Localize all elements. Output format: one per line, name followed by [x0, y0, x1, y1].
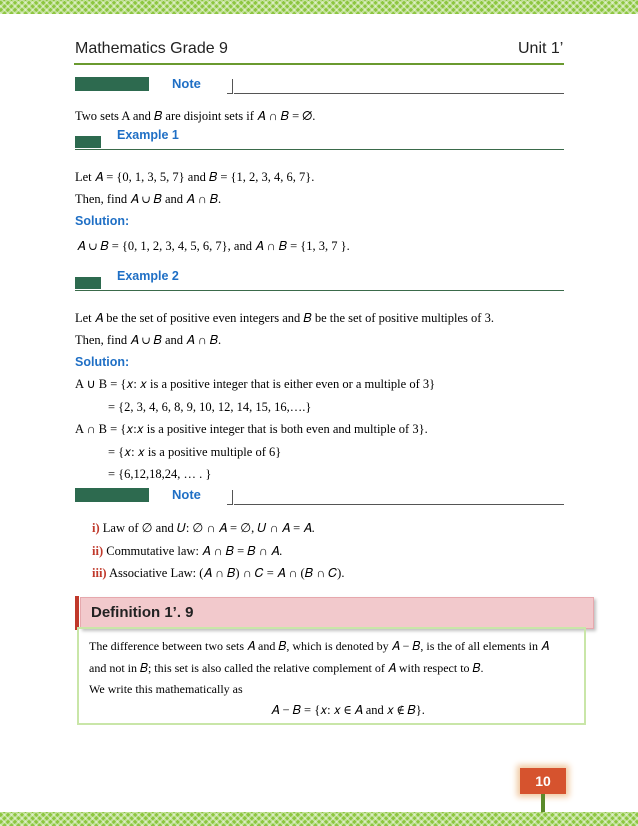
list-number: ii): [92, 544, 104, 558]
top-decorative-stripe: [0, 0, 638, 14]
definition-text: We write this mathematically as: [89, 682, 243, 696]
solution-text: = {6,12,18,24, … . }: [108, 467, 212, 481]
example-text: Let 𝐴 = {0, 1, 3, 5, 7} and 𝐵 = {1, 2, 3, 4, 6, 7}.: [75, 170, 315, 184]
header-unit: Unit 1’: [518, 40, 564, 57]
note-list-item: [92, 543, 282, 559]
note-underline: [234, 504, 564, 505]
example-marker-box: [75, 136, 101, 148]
note-underline: [234, 93, 564, 94]
note-marker-box: [75, 488, 149, 502]
solution-text: A ∩ B = {𝑥:𝑥 is a positive integer that is both even and multiple of 3}.: [75, 422, 428, 436]
solution-text: = {2, 3, 4, 6, 8, 9, 10, 12, 14, 15, 16,….}: [108, 400, 312, 414]
list-number: iii): [92, 566, 107, 580]
example-text: Let 𝐴 be the set of positive even integers and 𝐵 be the set of positive multiples of 3.: [75, 311, 494, 325]
example-label: Example 2: [117, 269, 179, 283]
definition-header: [80, 597, 594, 629]
note-text: Two sets A and 𝐵 are disjoint sets if 𝐴 ∩ 𝐵 = ∅.: [75, 109, 316, 123]
definition-accent-bar: [75, 596, 79, 630]
definition-box: [77, 627, 586, 725]
solution-label: Solution:: [75, 355, 130, 369]
example-label: Example 1: [117, 128, 179, 142]
note-bracket: [227, 79, 233, 94]
definition-formula: 𝐴 − 𝐵 = {𝑥: 𝑥 ∈ 𝐴 and 𝑥 ∉ 𝐵}.: [271, 703, 425, 717]
solution-label: Solution:: [75, 214, 130, 228]
bottom-decorative-stripe: [0, 812, 638, 826]
definition-text: and not in 𝐵; this set is also called the relative complement of 𝐴 with respect to 𝐵.: [89, 661, 484, 675]
solution-text: = {𝑥: 𝑥 is a positive multiple of 6}: [108, 445, 282, 459]
header-rule: [74, 63, 564, 65]
list-number: i): [92, 521, 100, 535]
note-marker-box: [75, 77, 149, 91]
definition-title: Definition 1’. 9: [91, 604, 194, 621]
page-number-stem: [541, 794, 545, 812]
solution-text: 𝐴 ∪ 𝐵 = {0, 1, 2, 3, 4, 5, 6, 7}, and 𝐴 ∩ 𝐵 = {1, 3, 7 }.: [77, 239, 350, 253]
list-text: Associative Law: (𝐴 ∩ 𝐵) ∩ 𝐶 = 𝐴 ∩ (𝐵 ∩ 𝐶).: [109, 566, 345, 580]
example-text: Then, find 𝐴 ∪ 𝐵 and 𝐴 ∩ 𝐵.: [75, 192, 222, 206]
list-text: Commutative law: 𝐴 ∩ 𝐵 = 𝐵 ∩ 𝐴.: [106, 544, 283, 558]
note-bracket: [227, 490, 233, 505]
note-list-item: [92, 565, 344, 581]
note-label: Note: [172, 76, 201, 91]
header-title: Mathematics Grade 9: [75, 40, 228, 57]
list-text: Law of ∅ and 𝑈: ∅ ∩ 𝐴 = ∅, 𝑈 ∩ 𝐴 = 𝐴.: [102, 521, 315, 535]
example-underline: [75, 290, 564, 291]
example-underline: [75, 149, 564, 150]
solution-text: A ∪ B = {𝑥: 𝑥 is a positive integer that is either even or a multiple of 3}: [75, 377, 436, 391]
page-number: 10: [520, 768, 566, 794]
example-marker-box: [75, 277, 101, 289]
note-list-item: [92, 520, 315, 536]
definition-text: The difference between two sets 𝐴 and 𝐵, which is denoted by 𝐴 − 𝐵, is the of all elements in 𝐴: [89, 639, 550, 653]
example-text: Then, find 𝐴 ∪ 𝐵 and 𝐴 ∩ 𝐵.: [75, 333, 222, 347]
note-label: Note: [172, 487, 201, 502]
